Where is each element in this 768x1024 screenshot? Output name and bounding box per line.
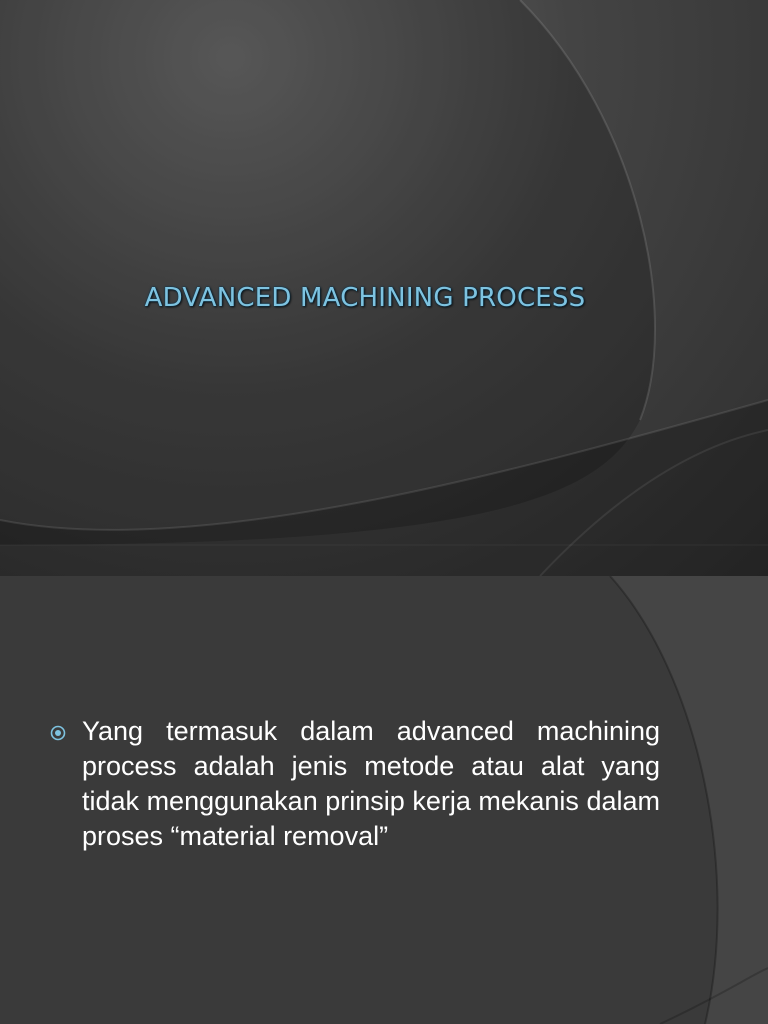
slide-title: ADVANCED MACHINING PROCESS	[144, 283, 586, 313]
bullet-text: Yang termasuk dalam advanced machining process adalah jenis metode atau alat yang tidak menggunakan prinsip kerja mekanis dalam proses “material removal”	[82, 716, 660, 851]
circled-dot-icon	[50, 725, 66, 741]
slide-2	[0, 576, 768, 1024]
bullet-item	[50, 714, 660, 854]
